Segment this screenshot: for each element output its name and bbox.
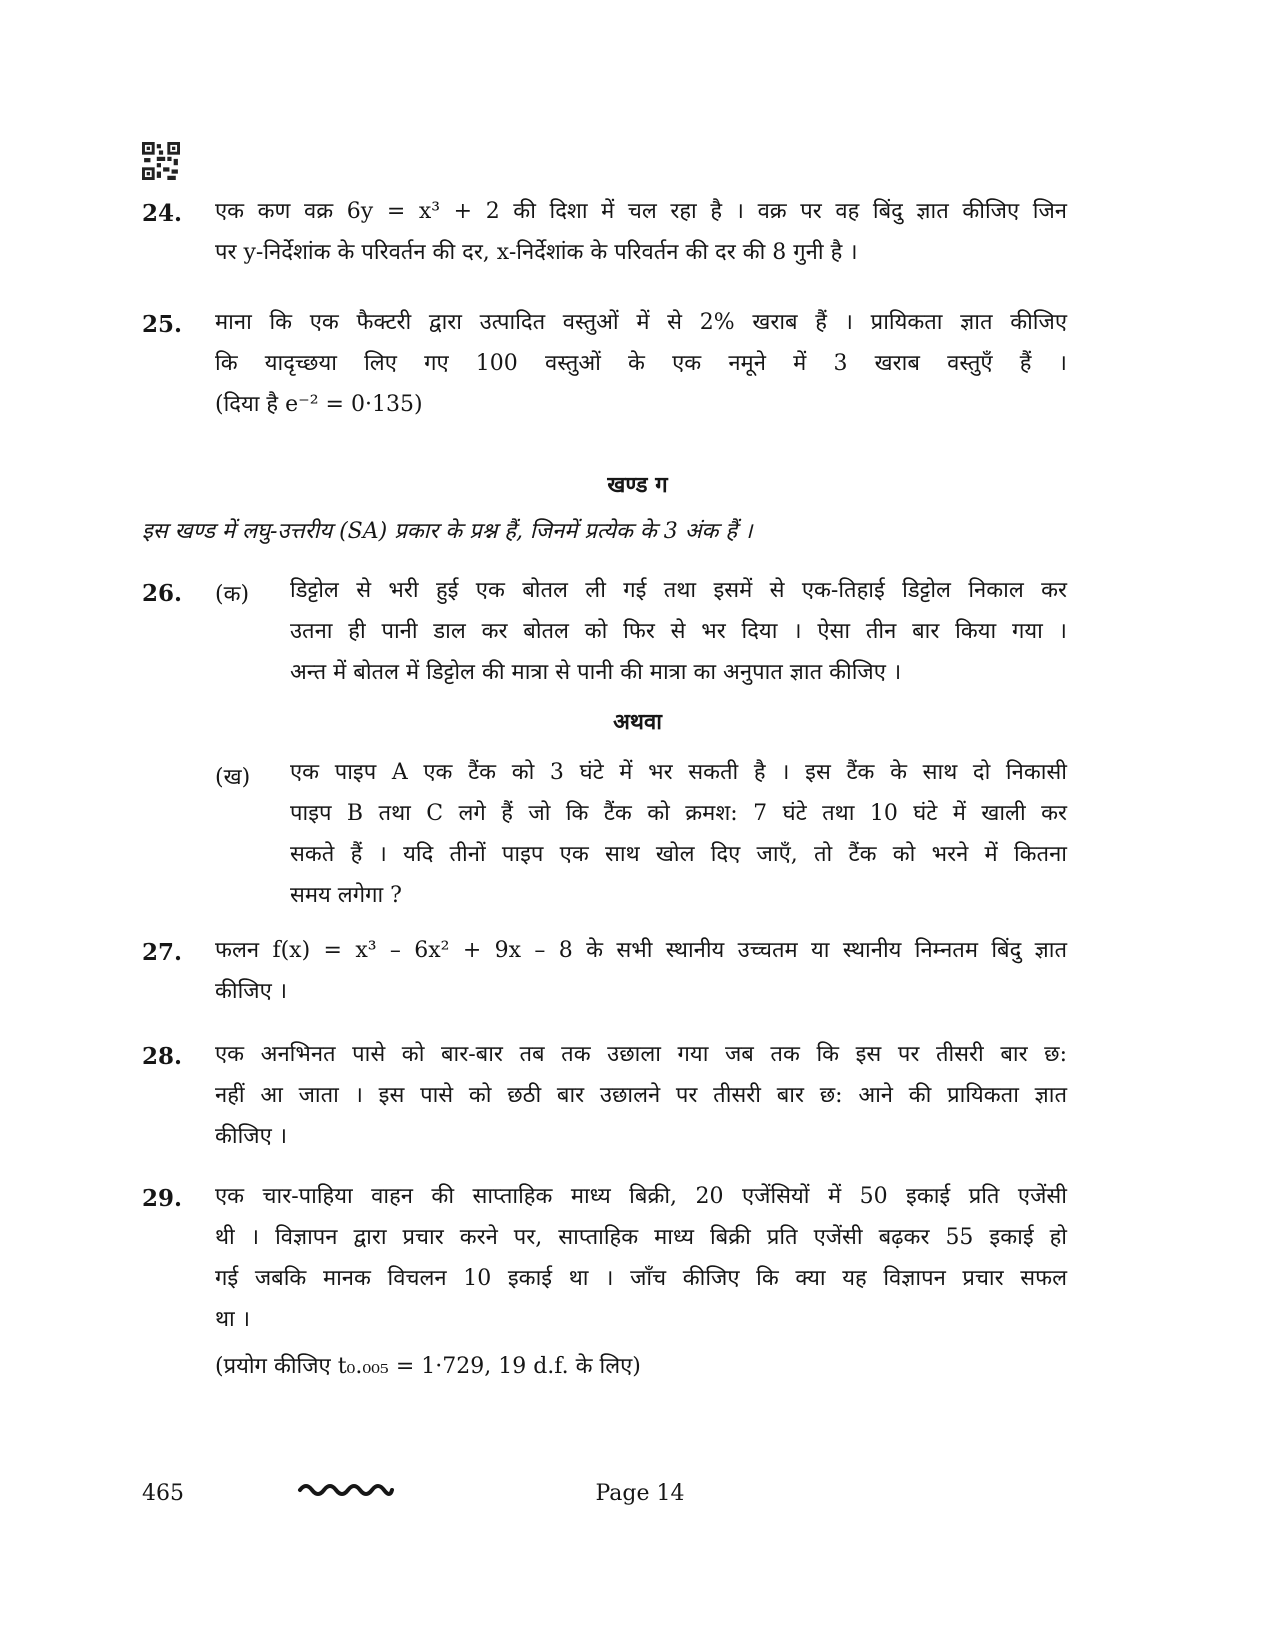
question-hint: (प्रयोग कीजिए t₀.₀₀₅ = 1·729, 19 d.f. के लिए) <box>215 1354 641 1379</box>
question-line: थी । विज्ञापन द्वारा प्रचार करने पर, साप्ताहिक माध्य बिक्री प्रति एजेंसी बढ़कर 55 इकाई हो <box>215 1225 1067 1250</box>
section-heading: खण्ड ग <box>607 472 668 498</box>
question-line: था । <box>215 1307 251 1332</box>
question-24-text <box>215 191 1067 273</box>
question-line: नहीं आ जाता । इस पासे को छठी बार उछालने पर तीसरी बार छ: आने की प्रायिकता ज्ञात <box>215 1083 1067 1108</box>
question-26a-text <box>290 570 1067 693</box>
question-number: 29. <box>142 1185 183 1212</box>
question-line: फलन f(x) = x³ – 6x² + 9x – 8 के सभी स्थानीय उच्चतम या स्थानीय निम्नतम बिंदु ज्ञात <box>215 938 1067 963</box>
part-label: (क) <box>215 582 250 607</box>
question-line: एक कण वक्र 6y = x³ + 2 की दिशा में चल रहा है । वक्र पर वह बिंदु ज्ञात कीजिए जिन <box>215 199 1067 224</box>
question-27-text <box>215 930 1067 1012</box>
question-29-hint <box>215 1346 1067 1387</box>
question-line: पाइप B तथा C लगे हैं जो कि टैंक को क्रमश: 7 घंटे तथा 10 घंटे में खाली कर <box>290 801 1067 826</box>
part-label: (ख) <box>215 765 251 790</box>
question-line: अन्त में बोतल में डिट्टोल की मात्रा से पानी की मात्रा का अनुपात ज्ञात कीजिए । <box>290 660 902 685</box>
question-line: एक पाइप A एक टैंक को 3 घंटे में भर सकती है । इस टैंक के साथ दो निकासी <box>290 760 1067 785</box>
question-26b-text <box>290 752 1067 916</box>
question-line: समय लगेगा ? <box>290 883 402 908</box>
question-line: कि यादृच्छया लिए गए 100 वस्तुओं के एक नमूने में 3 खराब वस्तुएँ हैं । <box>215 351 1067 376</box>
question-number: 25. <box>142 311 183 338</box>
wave-ornament-icon <box>296 1476 396 1500</box>
section-intro: इस खण्ड में लघु-उत्तरीय (SA) प्रकार के प्रश्न हैं, जिनमें प्रत्येक के 3 अंक हैं । <box>142 519 753 544</box>
paper-code: 465 <box>142 1481 184 1506</box>
question-25-text <box>215 302 1067 425</box>
question-line: डिट्टोल से भरी हुई एक बोतल ली गई तथा इसमें से एक-तिहाई डिट्टोल निकाल कर <box>290 578 1067 603</box>
question-line: उतना ही पानी डाल कर बोतल को फिर से भर दिया । ऐसा तीन बार किया गया । <box>290 619 1067 644</box>
question-number: 24. <box>142 200 183 227</box>
question-line: एक अनभिनत पासे को बार-बार तब तक उछाला गया जब तक कि इस पर तीसरी बार छ: <box>215 1042 1067 1067</box>
page-number: Page 14 <box>595 1481 685 1506</box>
question-29-text <box>215 1176 1067 1340</box>
or-heading: अथवा <box>613 709 662 735</box>
question-28-text <box>215 1034 1067 1157</box>
question-number: 26. <box>142 580 183 607</box>
question-line: (दिया है e⁻² = 0·135) <box>215 392 423 417</box>
question-line: पर y-निर्देशांक के परिवर्तन की दर, x-निर्देशांक के परिवर्तन की दर की 8 गुनी है । <box>215 240 858 265</box>
question-line: कीजिए । <box>215 979 288 1004</box>
question-line: सकते हैं । यदि तीनों पाइप एक साथ खोल दिए जाएँ, तो टैंक को भरने में कितना <box>290 842 1067 867</box>
qr-code-icon <box>142 142 180 180</box>
question-line: कीजिए । <box>215 1124 288 1149</box>
question-line: एक चार-पाहिया वाहन की साप्ताहिक माध्य बिक्री, 20 एजेंसियों में 50 इकाई प्रति एजेंसी <box>215 1184 1067 1209</box>
question-line: गई जबकि मानक विचलन 10 इकाई था । जाँच कीजिए कि क्या यह विज्ञापन प्रचार सफल <box>215 1266 1067 1291</box>
question-line: माना कि एक फैक्टरी द्वारा उत्पादित वस्तुओं में से 2% खराब हैं । प्रायिकता ज्ञात कीजिए <box>215 310 1067 335</box>
question-number: 28. <box>142 1043 183 1070</box>
question-number: 27. <box>142 939 183 966</box>
